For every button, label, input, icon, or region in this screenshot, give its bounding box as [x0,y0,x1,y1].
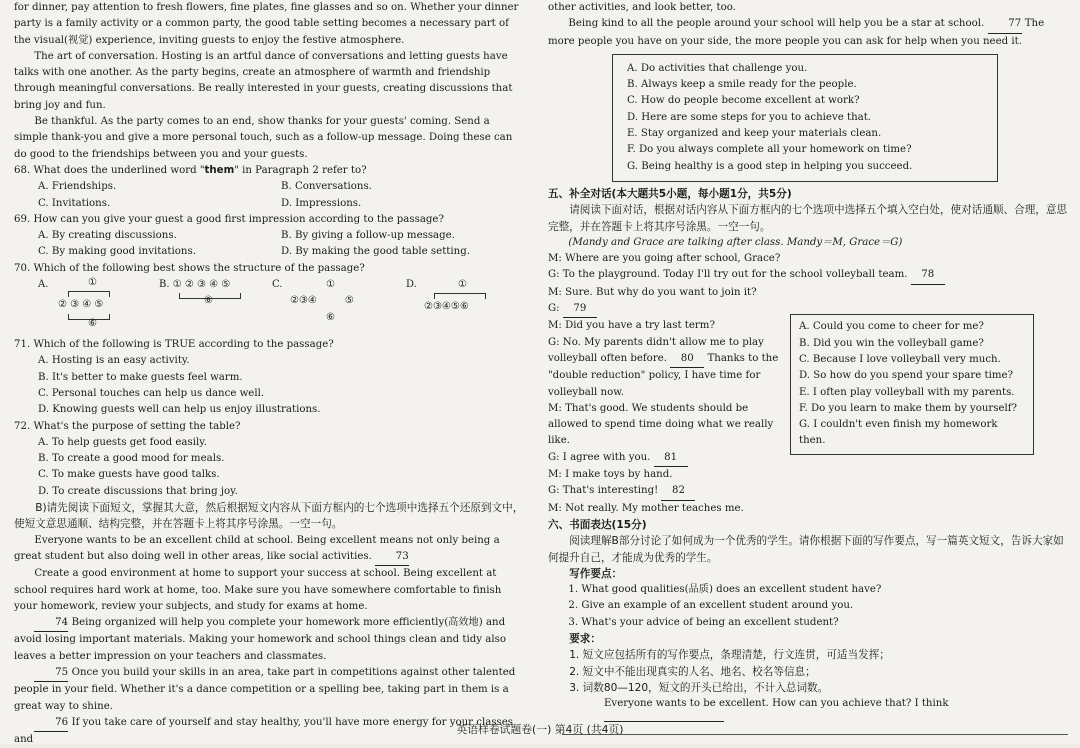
dialogue-line: M: Not really. My mother teaches me. [548,502,744,514]
question-stem: 72. What's the purpose of setting the table? [14,420,241,432]
diagram-node: ① ② ③ ④ ⑤ [172,279,231,291]
option-d[interactable]: D. Knowing guests well can help us enjoy illustrations. [38,404,321,416]
passage-paragraph: 75 Once you build your skills in an area, take part in competitions against other talented people in your field. Whether it's a dance competition or a spelling bee, taking part in them is a great way to shine. [14,666,516,712]
page-footer: 英语样卷试题卷(一) 第4页 (共4页) [456,723,624,736]
diagram-node: ① [88,277,97,289]
options-box-dialogue [790,314,1034,454]
question-stem: 69. How can you give your guest a good first impression according to the passage? [14,213,444,225]
box-option[interactable]: A. Could you come to cheer for me? [799,321,984,333]
diagram-d[interactable]: D. ① ②③④⑤⑥ [406,277,417,293]
question-72 [14,419,524,500]
option-a[interactable]: A. To help guests get food easily. [38,436,207,448]
box-option[interactable]: D. So how do you spend your spare time? [799,370,1013,382]
diagram-node: ②③④⑤⑥ [424,301,469,313]
option-a[interactable]: A. Friendships. [38,181,117,193]
writing-point: 3. What's your advice of being an excellent student? [568,616,839,628]
question-68 [14,163,524,212]
writing-point: 1. What good qualities(品质) does an excellent student have? [568,584,882,596]
right-column [548,0,1068,735]
box-option[interactable]: F. Do you learn to make them by yourself? [799,402,1018,414]
box-option[interactable]: E. Stay organized and keep your materials clean. [627,128,882,140]
option-a[interactable]: A. Hosting is an easy activity. [38,355,190,367]
question-stem: 70. Which of the following best shows the structure of the passage? [14,262,365,274]
box-option[interactable]: E. I often play volleyball with my parents. [799,386,1015,398]
dialogue-line: M: Sure. But why do you want to join it? [548,286,757,298]
question-stem: 71. Which of the following is TRUE according to the passage? [14,339,334,351]
box-option[interactable]: B. Did you win the volleyball game? [799,337,984,349]
diagram-node: ① [326,279,335,291]
section-5-instructions: 请阅读下面对话，根据对话内容从下面方框内的七个选项中选择五个填入空白处，使对话通顺、合理，意思完整，并在答题卡上将其序号涂黑。一空一句。 [548,204,1068,233]
passage-paragraph: 76 If you take care of yourself and stay healthy, you'll have more energy for your classes and [14,716,514,746]
left-column [14,0,524,748]
option-b[interactable]: B. By giving a follow-up message. [281,230,455,242]
question-71 [14,337,524,418]
answer-blank[interactable]: 76 [34,715,68,732]
requirement: 2. 短文中不能出现真实的人名、地名、校名等信息； [569,665,816,678]
box-option[interactable]: G. I couldn't even finish my homework then. [799,419,998,447]
answer-blank[interactable]: 73 [375,549,409,566]
structure-diagrams [14,277,524,337]
option-b[interactable]: B. Conversations. [281,181,372,193]
box-option[interactable]: D. Here are some steps for you to achieve that. [627,111,872,123]
answer-blank[interactable]: 79 [563,301,597,318]
diagram-node: ① [458,279,467,291]
option-c[interactable]: C. Invitations. [38,197,111,209]
option-c[interactable]: C. To make guests have good talks. [38,469,220,481]
writing-point: 2. Give an example of an excellent student around you. [568,600,854,612]
question-stem: " in Paragraph 2 refer to? [234,164,367,176]
dialogue-line: M: That's good. We students should be allowed to spend time doing what we really like. [548,402,774,447]
answer-blank[interactable]: 75 [34,665,68,682]
writing-start: Everyone wants to be excellent. How can you achieve that? I think [548,696,1068,729]
diagram-node: ⑤ [344,295,354,307]
dialogue-note: (Mandy and Grace are talking after class. Mandy＝M, Grace＝G) [568,236,903,248]
question-70 [14,261,524,337]
box-option[interactable]: F. Do you always complete all your homework on time? [627,144,912,156]
dialogue-line: G: 79 [548,301,1068,318]
answer-blank[interactable]: 82 [661,483,695,500]
option-c[interactable]: C. By making good invitations. [38,246,196,258]
question-stem: 68. What does the underlined word " [14,164,205,176]
dialogue-line: G: I agree with you. 81 [548,450,780,467]
requirements-title: 要求： [569,632,601,645]
passage-paragraph: Be thankful. As the party comes to an end, show thanks for your guests' coming. Send a simple thank-you and give a more personal touch, such as a follow-up message. Doing these can do good to the friendships between you and your guests. [14,116,513,160]
passage-paragraph: for dinner, pay attention to fresh flowers, fine plates, fine glasses and so on. Whether your dinner party is a family activity or a common party, the good table setting becomes a necessary part of the visual(视觉) experience, inviting guests to enjoy the festive atmosphere. [14,2,519,46]
box-option[interactable]: G. Being healthy is a good step in helping you succeed. [627,160,913,172]
diagram-b[interactable]: B. ① ② ③ ④ ⑤ ⑥ [159,277,241,310]
box-option[interactable]: A. Do activities that challenge you. [627,62,808,74]
option-b[interactable]: B. It's better to make guests feel warm. [38,371,243,383]
dialogue [548,251,1068,517]
answer-blank[interactable]: 78 [911,267,945,284]
option-c[interactable]: C. Personal touches can help us dance well. [38,387,265,399]
answer-blank[interactable]: 77 [988,16,1022,33]
diagram-node: ② ③ ④ ⑤ [58,299,104,311]
box-option[interactable]: C. Because I love volleyball very much. [799,353,1001,365]
dialogue-line: G: That's interesting! 82 [548,483,1068,500]
dialogue-line: M: I make toys by hand. [548,469,673,481]
option-b[interactable]: B. To create a good mood for meals. [38,453,225,465]
box-option[interactable]: C. How do people become excellent at work? [627,95,860,107]
passage-paragraph: Being kind to all the people around your school will help you be a star at school. 77 The more people you have on your side, the more people you can ask for help when you need it. [548,18,1045,47]
answer-blank[interactable]: 81 [654,450,688,467]
passage-paragraph: Create a good environment at home to support your success at school. Being excellent at school requires hard work at home, too. Make sure you have somewhere comfortable to finish your homework, review your subjects, and study for exams at home. [14,568,502,612]
dialogue-line: M: Where are you going after school, Grace? [548,253,781,265]
dialogue-line: G: To the playground. Today I'll try out for the school volleyball team. 78 [548,267,1068,284]
dialogue-line: M: Did you have a try last term? [548,320,715,332]
passage-paragraph: other activities, and look better, too. [548,2,736,13]
part-b-instructions: B)请先阅读下面短文，掌握其大意，然后根据短文内容从下面方框内的七个选项中选择五个还原到文中，使短文意思通顺、结构完整，并在答题卡上将其序号涂黑。一空一句。 [14,502,524,531]
diagram-a[interactable]: A. ① ② ③ ④ ⑤ ⑥ [38,277,48,293]
section-5-title: 五、补全对话(本大题共5小题，每小题1分，共5分) [548,187,792,200]
diagram-node: ⑥ [88,317,97,329]
answer-blank[interactable]: 74 [34,615,68,632]
option-d[interactable]: D. By making the good table setting. [281,246,470,258]
section-6-instructions: 阅读理解B部分讨论了如何成为一个优秀的学生。请你根据下面的写作要点，写一篇英文短文，告诉大家如何提升自己，才能成为优秀的学生。 [548,535,1064,564]
section-6-title: 六、书面表达(15分) [548,518,647,531]
box-option[interactable]: B. Always keep a smile ready for the people. [627,79,857,91]
diagram-node: ⑥ [326,311,335,323]
diagram-node: ②③④ [290,295,317,307]
passage-paragraph: 74 Being organized will help you complete your homework more efficiently(高效地) and avoid losing important materials. Making your homework and school things clean and tidy also leaves a better impression on your teachers and classmates. [14,617,506,662]
options-box-b [612,54,998,182]
passage-paragraph: The art of conversation. Hosting is an artful dance of conversations and letting guests have talks with one another. As the party begins, create an atmosphere of warmth and friendship through meaningful conversations. Be really interested in your guests, creating discussions that bring joy and fun. [14,50,513,111]
answer-blank[interactable]: 80 [670,351,704,368]
requirement: 1. 短文应包括所有的写作要点，条理清楚，行文连贯，可适当发挥； [569,649,890,662]
option-a[interactable]: A. By creating discussions. [38,230,177,242]
requirement: 3. 词数80—120，短文的开头已给出，不计入总词数。 [569,681,829,694]
diagram-c[interactable]: C. ① ②③④ ⑤ ⑥ [272,277,282,293]
question-69 [14,212,524,261]
writing-points-title: 写作要点： [569,567,623,580]
option-d[interactable]: D. Impressions. [281,197,362,209]
diagram-node: ⑥ [204,295,213,307]
dialogue-line: G: No. My parents didn't allow me to play volleyball often before. 80 Thanks to the "double reduction" policy, I have time for volleyball now. [548,336,779,398]
passage-paragraph: Everyone wants to be an excellent child at school. Being excellent means not only being a great student but also doing well in other areas, like social activities. 73 [14,533,524,567]
underlined-word: them [204,164,235,176]
option-d[interactable]: D. To create discussions that bring joy. [38,485,238,497]
